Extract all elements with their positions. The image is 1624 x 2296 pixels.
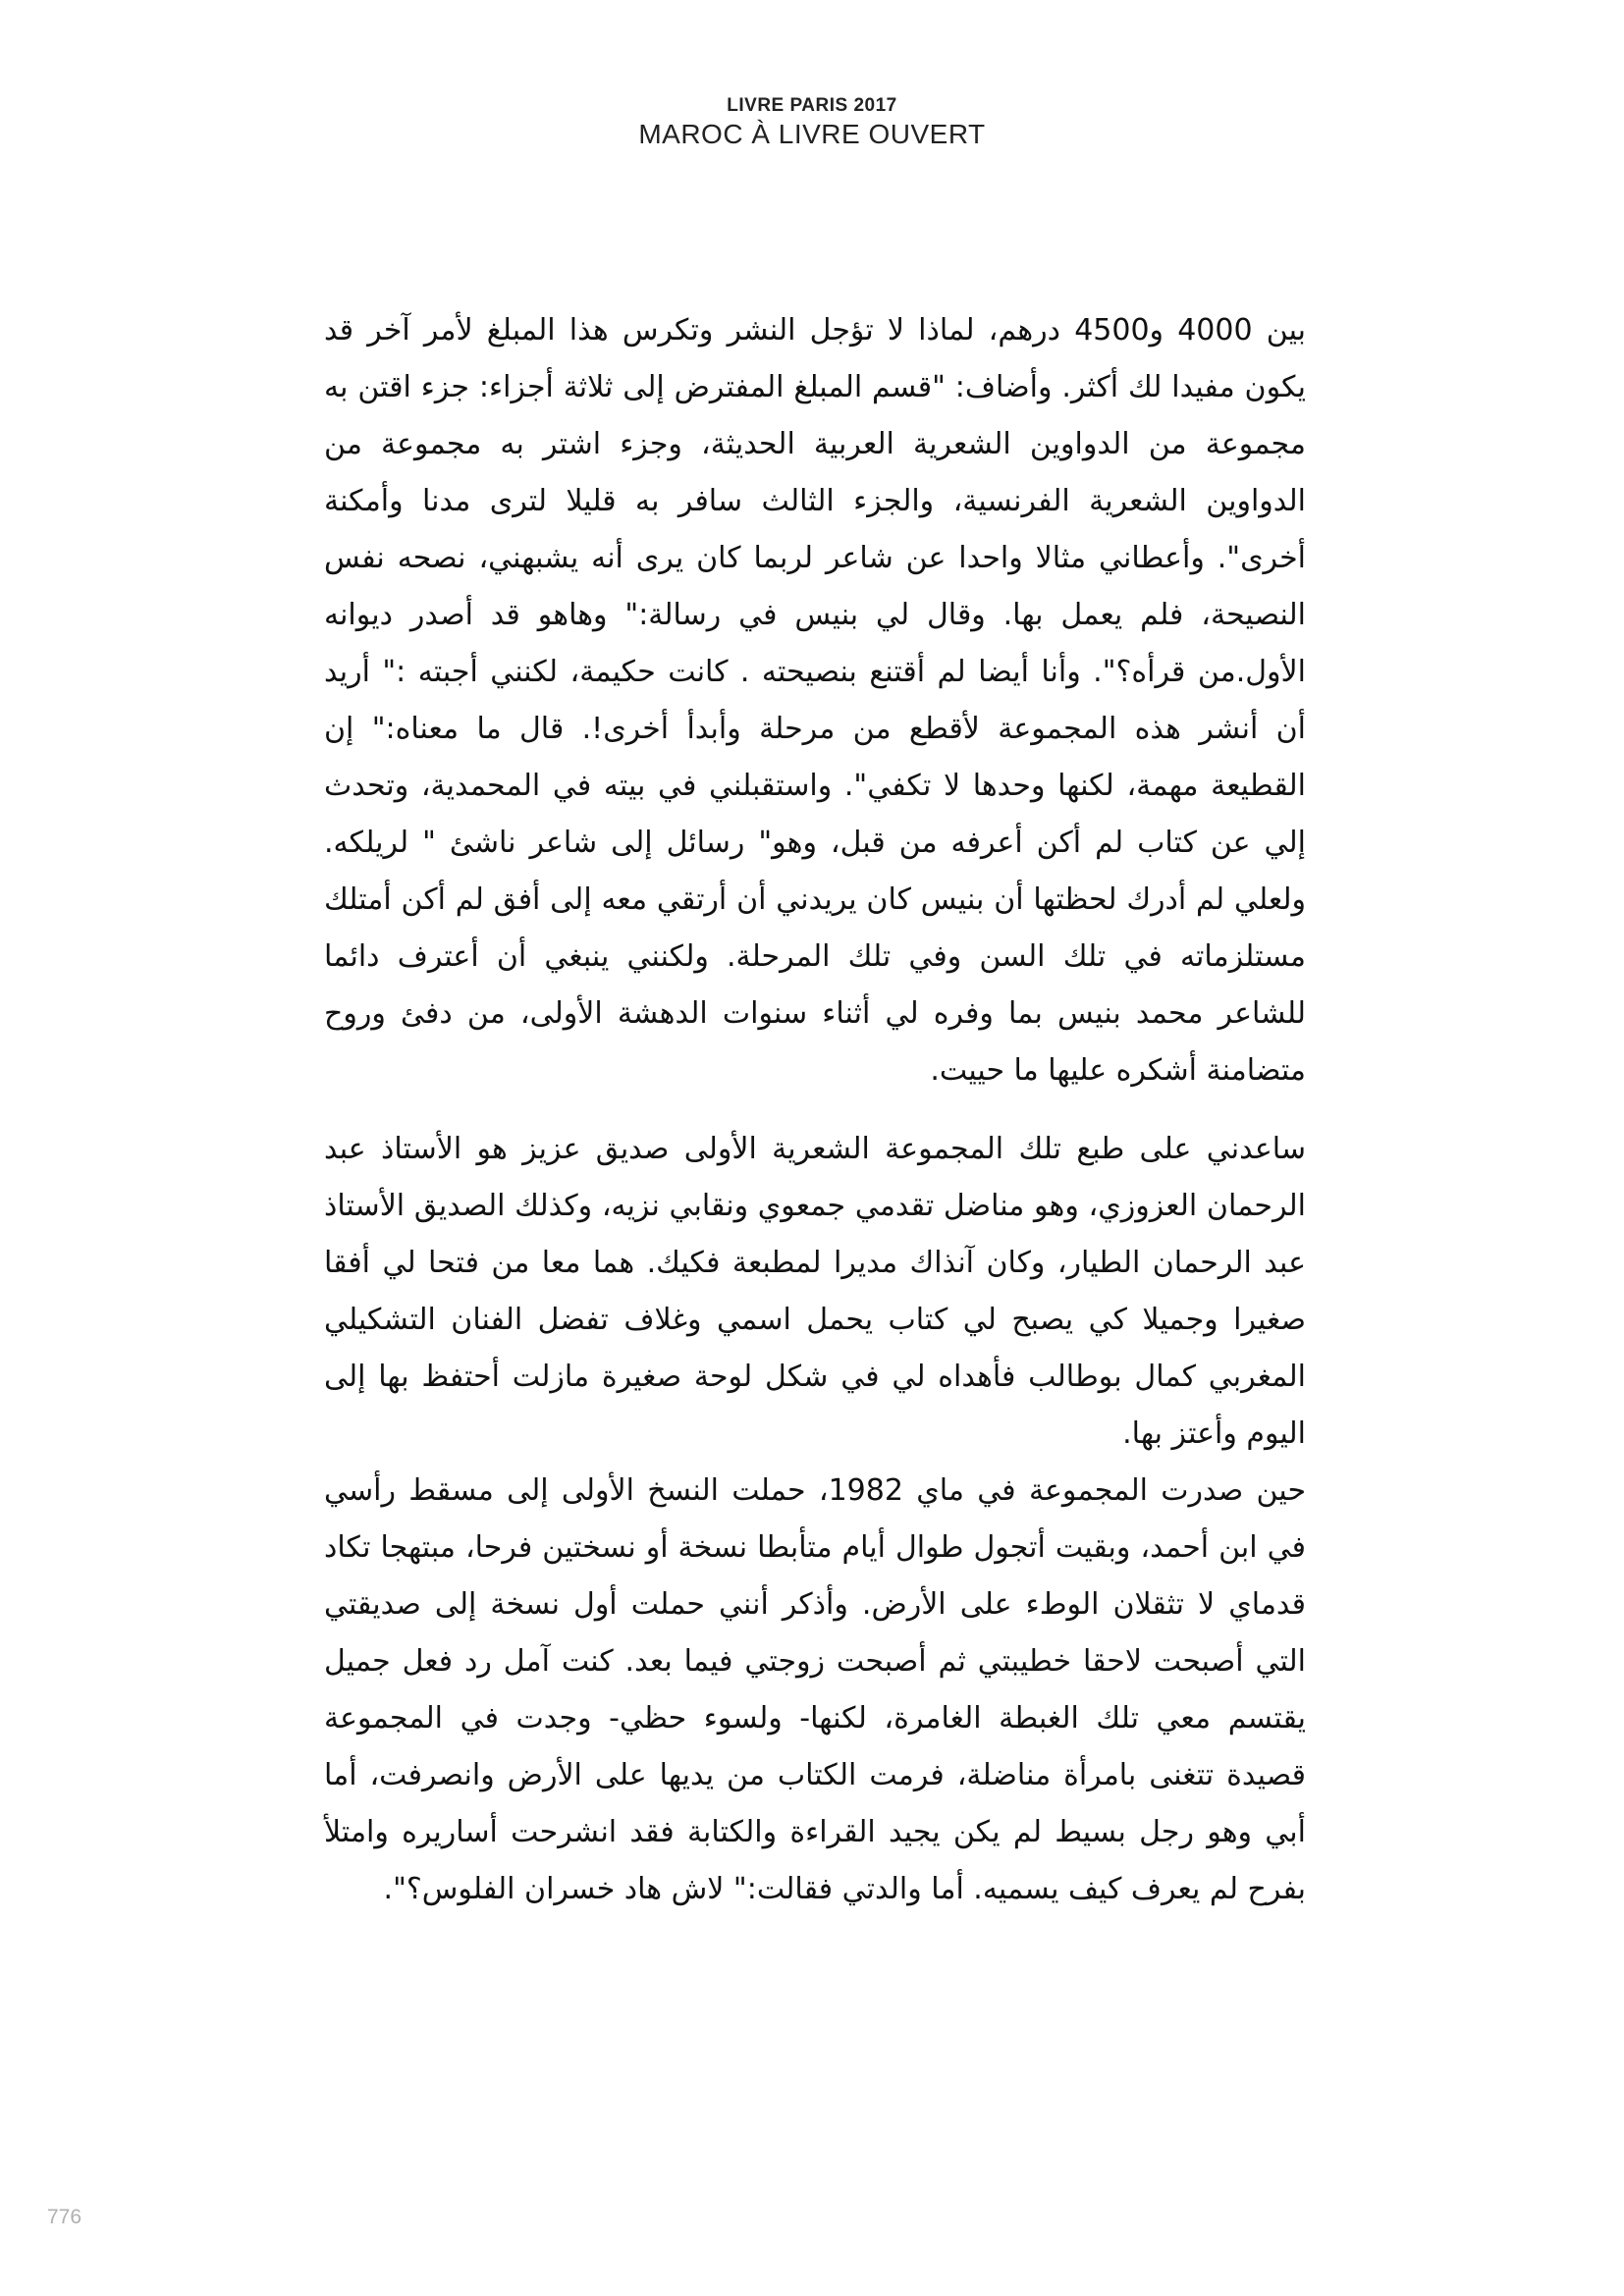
body-text: [324, 302, 1306, 1918]
paragraph-2: ساعدني على طبع تلك المجموعة الشعرية الأولى صديق عزيز هو الأستاذ عبد الرحمان العزوزي، وهو مناضل تقدمي جمعوي ونقابي نزيه، وكذلك الصديق الأستاذ عبد الرحمان الطيار، وكان آنذاك مديرا لمطبعة فكيك. هما معا من فتحا لي أفقا صغيرا وجميلا كي يصبح لي كتاب يحمل اسمي وغلاف تفضل الفنان التشكيلي المغربي كمال بوطالب فأهداه لي في شكل لوحة صغيرة مازلت أحتفظ بها إلى اليوم وأعتز بها.: [324, 1132, 1306, 1451]
paragraph-3: حين صدرت المجموعة في ماي 1982، حملت النسخ الأولى إلى مسقط رأسي في ابن أحمد، وبقيت أتجول طوال أيام متأبطا نسخة أو نسختين فرحا، مبتهجا تكاد قدماي لا تثقلان الوطء على الأرض. وأذكر أنني حملت أول نسخة إلى صديقتي التي أصبحت لاحقا خطيبتي ثم أصبحت زوجتي فيما بعد. كنت آمل رد فعل جميل يقتسم معي تلك الغبطة الغامرة، لكنها- ولسوء حظي- وجدت في المجموعة قصيدة تتغنى بامرأة مناضلة، فرمت الكتاب من يديها على الأرض وانصرفت، أما أبي وهو رجل بسيط لم يكن يجيد القراءة والكتابة فقد انشرحت أساريره وامتلأ بفرح لم يعرف كيف يسميه. أما والدتي فقالت:" لاش هاد خسران الفلوس؟".: [324, 1473, 1306, 1906]
page-number: 776: [47, 2206, 82, 2228]
running-header: [0, 94, 1624, 151]
header-event-title: LIVRE PARIS 2017: [727, 95, 897, 116]
header-subtitle: MAROC À LIVRE OUVERT: [638, 119, 986, 149]
paragraph-1: بين 4000 و4500 درهم، لماذا لا تؤجل النشر وتكرس هذا المبلغ لأمر آخر قد يكون مفيدا لك أكثر. وأضاف: "قسم المبلغ المفترض إلى ثلاثة أجزاء: جزء اقتن به مجموعة من الدواوين الشعرية العربية الحديثة، وجزء اشتر به مجموعة من الدواوين الشعرية الفرنسية، والجزء الثالث سافر به قليلا لترى مدنا وأمكنة أخرى". وأعطاني مثالا واحدا عن شاعر لربما كان يرى أنه يشبهني، نصحه نفس النصيحة، فلم يعمل بها. وقال لي بنيس في رسالة:" وهاهو قد أصدر ديوانه الأول.من قرأه؟". وأنا أيضا لم أقتنع بنصيحته . كانت حكيمة، لكنني أجبته :" أريد أن أنشر هذه المجموعة لأقطع من مرحلة وأبدأ أخرى!. قال ما معناه:" إن القطيعة مهمة، لكنها وحدها لا تكفي". واستقبلني في بيته في المحمدية، وتحدث إلي عن كتاب لم أكن أعرفه من قبل، وهو" رسائل إلى شاعر ناشئ " لريلكه. ولعلي لم أدرك لحظتها أن بنيس كان يريدني أن أرتقي معه إلى أفق لم أكن أمتلك مستلزماته في تلك السن وفي تلك المرحلة. ولكنني ينبغي أن أعترف دائما للشاعر محمد بنيس بما وفره لي أثناء سنوات الدهشة الأولى، من دفئ وروح متضامنة أشكره عليها ما حييت.: [324, 313, 1306, 1088]
